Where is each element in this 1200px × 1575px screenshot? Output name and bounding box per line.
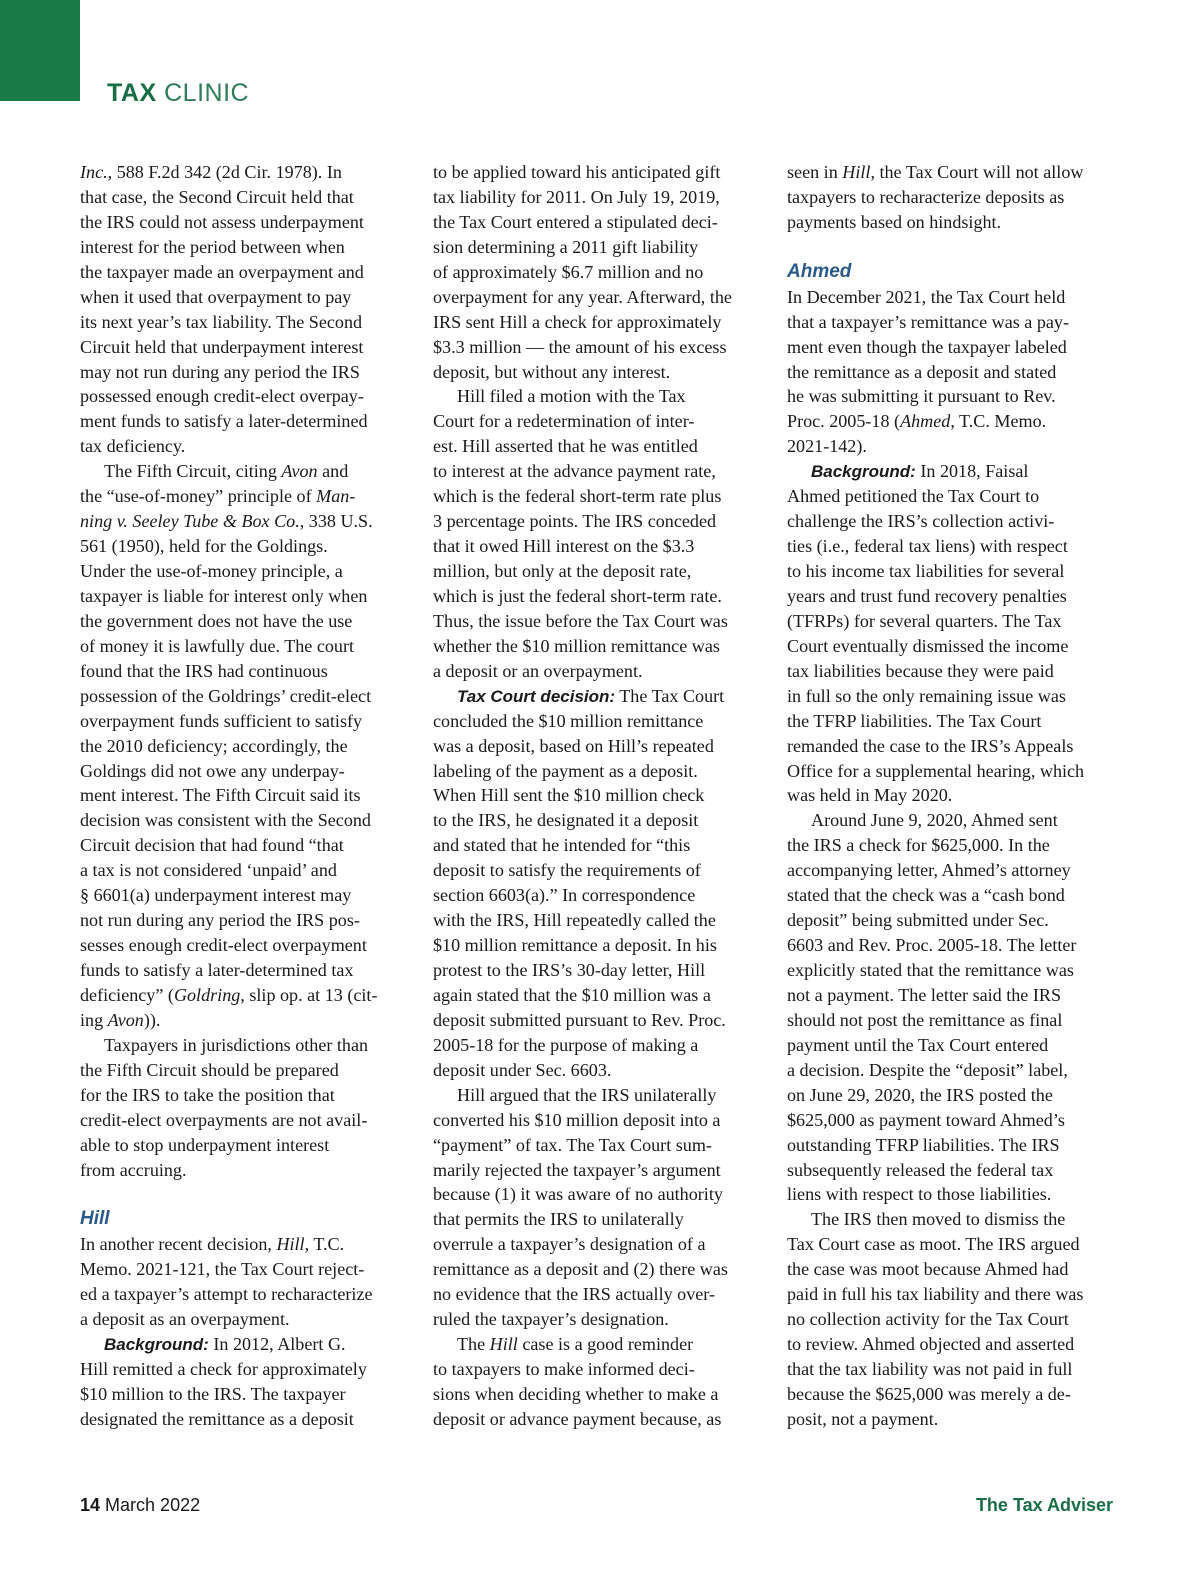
text-line: 561 (1950), held for the Goldings. [80,536,328,557]
text-line: taxpayers to recharacterize deposits as [787,186,1065,207]
text-line: In December 2021, the Tax Court held [787,286,1066,307]
text-line: stated that the check was a “cash bond [787,885,1065,906]
text-line: ment interest. The Fifth Circuit said its [80,785,361,806]
text-line: the government does not have the use [80,610,353,631]
text-line: Circuit decision that had found “that [80,835,344,856]
text-line: tax liabilities because they were paid [787,660,1054,681]
corner-accent-block [0,0,80,101]
text-line: Court for a redetermination of inter- [433,411,695,432]
text-line: when it used that overpayment to pay [80,286,352,307]
text-line: on June 29, 2020, the IRS posted the [787,1084,1053,1105]
text-line: liens with respect to those liabilities. [787,1184,1052,1205]
text-line: a deposit or an overpayment. [433,660,643,681]
text-line: ties (i.e., federal tax liens) with respect [787,536,1068,557]
article-column-1 [80,160,405,1432]
text-line: converted his $10 million deposit into a [433,1109,721,1130]
text-line: Background: In 2012, Albert G. [104,1334,346,1355]
text-line: The Hill case is a good reminder [457,1334,694,1355]
text-line: for the IRS to take the position that [80,1084,335,1105]
text-line: payments based on hindsight. [787,211,1002,232]
issue-date: March 2022 [105,1495,201,1515]
text-line: payment until the Tax Court entered [787,1034,1049,1055]
text-line: ed a taxpayer’s attempt to recharacterize [80,1284,373,1305]
text-line: because (1) it was aware of no authority [433,1184,723,1205]
text-line: again stated that the $10 million was a [433,984,711,1005]
text-line: to interest at the advance payment rate, [433,461,716,482]
text-line: Hill filed a motion with the Tax [457,386,686,407]
text-line: Circuit held that underpayment interest [80,336,364,357]
text-line: sesses enough credit-elect overpayment [80,935,367,956]
spacer [787,235,1117,260]
text-line: $10 million to the IRS. The taxpayer [80,1383,346,1404]
text-line: of approximately $6.7 million and no [433,261,704,282]
article-column-2 [433,160,761,1432]
text-line: found that the IRS had continuous [80,660,328,681]
text-line: that case, the Second Circuit held that [80,186,354,207]
text-line: to review. Ahmed objected and asserted [787,1334,1075,1355]
text-line: he was submitting it pursuant to Rev. [787,386,1056,407]
text-line: § 6601(a) underpayment interest may [80,885,352,906]
text-line: the TFRP liabilities. The Tax Court [787,710,1042,731]
text-line: decision was consistent with the Second [80,810,371,831]
text-line: challenge the IRS’s collection activi- [787,511,1055,532]
text-line: Under the use-of-money principle, a [80,561,343,581]
text-line: Tax Court case as moot. The IRS argued [787,1234,1080,1255]
text-line: ning v. Seeley Tube & Box Co., 338 U.S. [80,511,373,532]
text-line: to his income tax liabilities for several [787,561,1065,581]
text-line: posit, not a payment. [787,1408,939,1429]
text-line: In another recent decision, Hill, T.C. [80,1234,345,1255]
text-line: and stated that he intended for “this [433,835,691,856]
text-line: which is the federal short-term rate plus [433,486,722,507]
text-line: overrule a taxpayer’s designation of a [433,1234,706,1255]
text-line: Background: In 2018, Faisal [811,461,1029,482]
text-line: sions when deciding whether to make a [433,1383,719,1404]
text-line: overpayment for any year. Afterward, the [433,286,732,307]
text-line: a decision. Despite the “deposit” label, [787,1059,1068,1080]
text-line: sion determining a 2011 gift liability [433,236,699,257]
run-in-heading: Background: [811,462,916,482]
text-line: $10 million remittance a deposit. In his [433,935,717,956]
text-line: Office for a supplemental hearing, which [787,760,1085,781]
text-line: the taxpayer made an overpayment and [80,261,364,282]
text-line: Ahmed petitioned the Tax Court to [787,486,1040,507]
text-line: that a taxpayer’s remittance was a pay- [787,311,1069,332]
text-line: that it owed Hill interest on the $3.3 [433,536,695,557]
text-line: IRS sent Hill a check for approximately [433,311,722,332]
text-line: 2021-142). [787,436,867,457]
text-line: taxpayer is liable for interest only when [80,585,368,606]
text-line: of money it is lawfully due. The court [80,635,355,656]
text-line: the “use-of-money” principle of Man- [80,486,356,507]
text-line: 6603 and Rev. Proc. 2005-18. The letter [787,935,1077,956]
text-line: When Hill sent the $10 million check [433,785,705,806]
text-line: “payment” of tax. The Tax Court sum- [433,1134,712,1155]
text-line: a tax is not considered ‘unpaid’ and [80,860,337,881]
text-line: deposit under Sec. 6603. [433,1059,612,1080]
text-line: which is just the federal short-term rate. [433,585,722,606]
text-line: Tax Court decision: The Tax Court [457,685,725,706]
text-line: Taxpayers in jurisdictions other than [104,1034,369,1055]
text-line: the IRS could not assess underpayment [80,211,364,232]
text-line: Goldings did not owe any underpay- [80,760,345,781]
text-line: tax liability for 2011. On July 19, 2019, [433,186,720,207]
text-line: from accruing. [80,1159,187,1180]
text-line: remittance as a deposit and (2) there was [433,1259,728,1280]
text-line: deposit to satisfy the requirements of [433,860,701,881]
text-line: a deposit as an overpayment. [80,1309,290,1330]
subheading-ahmed: Ahmed [787,260,852,282]
page-number: 14 [80,1495,101,1515]
text-line: because the $625,000 was merely a de- [787,1383,1071,1404]
text-line: million, but only at the deposit rate, [433,561,692,581]
text-line: remanded the case to the IRS’s Appeals [787,735,1074,756]
text-line: not run during any period the IRS pos- [80,910,360,931]
footer-folio [80,1493,200,1517]
text-line: protest to the IRS’s 30-day letter, Hill [433,960,706,980]
text-line: should not post the remittance as final [787,1009,1063,1030]
spacer [80,1182,405,1207]
text-line: marily rejected the taxpayer’s argument [433,1159,721,1180]
text-line: designated the remittance as a deposit [80,1408,354,1429]
text-line: Around June 9, 2020, Ahmed sent [811,810,1058,831]
text-line: Thus, the issue before the Tax Court was [433,610,728,631]
text-line: the Fifth Circuit should be prepared [80,1059,339,1080]
text-line: tax deficiency. [80,436,186,457]
text-line: The IRS then moved to dismiss the [811,1209,1066,1230]
text-line: The Fifth Circuit, citing Avon and [104,461,349,482]
run-in-heading: Background: [104,1335,209,1355]
text-line: the case was moot because Ahmed had [787,1259,1069,1280]
publication-name: The Tax Adviser [975,1495,1113,1515]
text-line: to the IRS, he designated it a deposit [433,810,699,831]
text-line: est. Hill asserted that he was entitled [433,436,698,457]
text-line: the Tax Court entered a stipulated deci- [433,211,718,232]
text-line: labeling of the payment as a deposit. [433,760,698,781]
text-line: interest for the period between when [80,236,345,257]
text-line: whether the $10 million remittance was [433,635,720,656]
text-line: funds to satisfy a later-determined tax [80,960,354,980]
text-line: ing Avon)). [80,1009,161,1030]
text-line: possession of the Goldrings’ credit-elect [80,685,372,706]
text-line: ruled the taxpayer’s designation. [433,1309,669,1330]
section-header-rest: CLINIC [164,79,250,107]
text-line: subsequently released the federal tax [787,1159,1054,1180]
text-line: Hill remitted a check for approximately [80,1359,367,1379]
text-line: deposit submitted pursuant to Rev. Proc. [433,1009,726,1030]
text-line: may not run during any period the IRS [80,361,360,382]
text-line: the IRS a check for $625,000. In the [787,835,1050,856]
text-line: with the IRS, Hill repeatedly called the [433,910,716,931]
text-line: (TFRPs) for several quarters. The Tax [787,610,1062,631]
text-line: ment funds to satisfy a later-determined [80,411,368,432]
text-line: concluded the $10 million remittance [433,710,704,731]
text-line: to be applied toward his anticipated gift [433,162,721,182]
text-line: to taxpayers to make informed deci- [433,1359,695,1379]
text-line: 2005-18 for the purpose of making a [433,1034,699,1055]
text-line: its next year’s tax liability. The Second [80,311,363,332]
text-line: not a payment. The letter said the IRS [787,984,1062,1005]
text-line: ment even though the taxpayer labeled [787,336,1067,357]
text-line: able to stop underpayment interest [80,1134,330,1155]
text-line: 3 percentage points. The IRS conceded [433,511,717,532]
text-line: the 2010 deficiency; accordingly, the [80,735,348,756]
text-line: Inc., 588 F.2d 342 (2d Cir. 1978). In [80,162,342,182]
text-line: that permits the IRS to unilaterally [433,1209,684,1230]
section-header-bold: TAX [107,79,157,107]
run-in-heading: Tax Court decision: [457,686,616,706]
text-line: was held in May 2020. [787,785,953,806]
text-line: possessed enough credit-elect overpay- [80,386,364,407]
text-line: deposit” being submitted under Sec. [787,910,1049,931]
text-line: seen in Hill, the Tax Court will not allow [787,162,1084,182]
text-line: outstanding TFRP liabilities. The IRS [787,1134,1060,1155]
text-line: Court eventually dismissed the income [787,635,1069,656]
text-line: deficiency” (Goldring, slip op. at 13 (cit- [80,984,378,1005]
text-line: overpayment funds sufficient to satisfy [80,710,363,731]
text-line: the remittance as a deposit and stated [787,361,1057,382]
text-line: no evidence that the IRS actually over- [433,1284,715,1305]
text-line: explicitly stated that the remittance was [787,960,1074,980]
text-line: years and trust fund recovery penalties [787,585,1067,606]
subheading-hill: Hill [80,1208,110,1230]
text-line: Memo. 2021-121, the Tax Court reject- [80,1259,365,1280]
text-line: in full so the only remaining issue was [787,685,1066,706]
text-line: accompanying letter, Ahmed’s attorney [787,860,1071,881]
text-line: that the tax liability was not paid in full [787,1359,1073,1379]
text-line: credit-elect overpayments are not avail- [80,1109,368,1130]
text-line: no collection activity for the Tax Court [787,1309,1069,1330]
text-line: was a deposit, based on Hill’s repeated [433,735,714,756]
text-line: deposit or advance payment because, as [433,1408,722,1429]
section-header [107,78,249,108]
text-line: paid in full his tax liability and there was [787,1284,1084,1305]
text-line: section 6603(a).” In correspondence [433,885,696,906]
article-column-3 [787,160,1117,1432]
text-line: Hill argued that the IRS unilaterally [457,1084,717,1105]
text-line: Proc. 2005-18 (Ahmed, T.C. Memo. [787,411,1047,432]
text-line: deposit, but without any interest. [433,361,671,382]
text-line: $625,000 as payment toward Ahmed’s [787,1109,1065,1130]
text-line: $3.3 million — the amount of his excess [433,336,727,357]
